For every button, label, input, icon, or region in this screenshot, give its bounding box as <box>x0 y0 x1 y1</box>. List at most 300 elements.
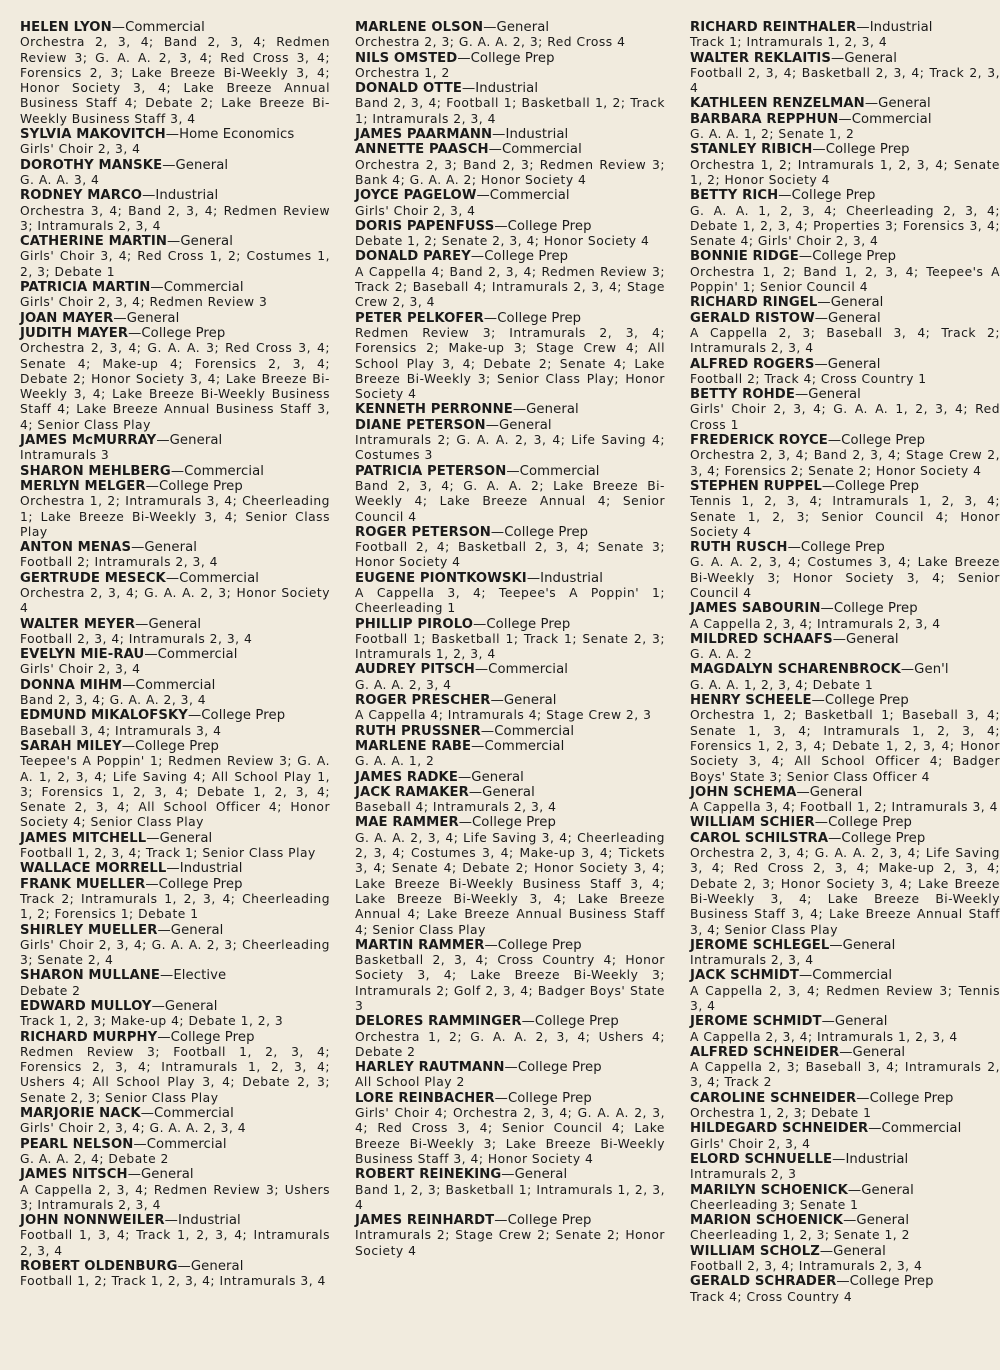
em-dash: — <box>821 1014 835 1030</box>
course-of-study: General <box>503 693 557 709</box>
course-of-study: General <box>159 830 213 846</box>
em-dash: — <box>187 708 202 724</box>
student-name: BARBARA REPPHUN <box>690 111 839 127</box>
course-of-study: College Prep <box>141 325 226 341</box>
course-of-study: Gen'l <box>914 662 949 678</box>
senior-entry <box>355 938 665 1014</box>
entry-heading <box>20 433 330 448</box>
course-of-study: Commercial <box>154 1106 234 1122</box>
student-name: ALFRED SCHNEIDER <box>690 1044 840 1060</box>
student-name: RICHARD RINGEL <box>690 295 818 311</box>
activities-list: Orchestra 2, 3, 4; G. A. A. 2, 3, 4; Life Saving 3, 4; Red Cross 2, 3, 4; Make-up 2, 3, 4; Debate 2, 3; Honor Society 3, 4; Lake Breeze Bi-Weekly 3, 4; Lake Breeze Bi-Weekly Business Staff 3, 4; Lake Breeze Annual Staff 3, 4; Senior Class Play <box>690 846 1000 937</box>
student-name: JEROME SCHMIDT <box>690 1014 822 1030</box>
activities-list: Orchestra 2, 3, 4; G. A. A. 2, 3; Honor Society 4 <box>20 585 330 616</box>
senior-entry <box>355 1167 665 1213</box>
senior-entry <box>690 1244 1000 1275</box>
em-dash: — <box>798 249 813 265</box>
course-of-study: Industrial <box>540 570 603 586</box>
activities-list: G. A. A. 1, 2; Senate 1, 2 <box>690 127 855 142</box>
entry-heading <box>690 112 1000 127</box>
course-of-study: College Prep <box>800 540 885 556</box>
senior-entry <box>690 51 1000 97</box>
student-name: BETTY RICH <box>690 188 779 204</box>
activities-list: Redmen Review 3; Intramurals 2, 3, 4; Forensics 2; Make-up 3; Stage Crew 4; All School Play 3, 4; Debate 2; Senate 4; Lake Breeze Bi-Weekly 3; Senior Class Play; Honor Society 4 <box>355 325 665 402</box>
senior-entry <box>20 280 330 311</box>
entry-heading <box>20 647 330 662</box>
senior-entry <box>690 295 1000 310</box>
em-dash: — <box>526 570 541 586</box>
em-dash: — <box>177 1259 191 1275</box>
course-of-study: College Prep <box>849 1274 934 1290</box>
entry-heading <box>690 142 1000 157</box>
entry-heading <box>355 938 665 953</box>
student-name: FREDERICK ROYCE <box>690 433 828 449</box>
activities-list: Football 2; Track 4; Cross Country 1 <box>690 371 927 386</box>
entry-heading <box>355 402 665 417</box>
em-dash: — <box>839 1044 853 1060</box>
entry-heading <box>690 662 1000 677</box>
activities-list: Girls' Choir 2, 3, 4 <box>20 662 141 677</box>
course-of-study: Commercial <box>184 463 265 479</box>
entry-heading <box>690 311 1000 326</box>
em-dash: — <box>145 876 159 892</box>
course-of-study: College Prep <box>825 142 910 158</box>
senior-entry <box>690 387 1000 433</box>
em-dash: — <box>131 540 145 556</box>
student-name: JAMES SABOURIN <box>690 601 821 617</box>
entry-heading <box>355 739 665 754</box>
senior-entry <box>355 188 665 219</box>
student-name: JACK RAMAKER <box>355 784 469 800</box>
em-dash: — <box>827 433 842 449</box>
em-dash: — <box>817 295 831 311</box>
course-of-study: Elective <box>173 968 227 984</box>
entry-heading <box>20 999 330 1014</box>
student-name: FRANK MUELLER <box>20 876 146 892</box>
entry-heading <box>20 20 330 35</box>
em-dash: — <box>471 738 485 754</box>
student-name: GERALD RISTOW <box>690 310 815 326</box>
em-dash: — <box>492 127 506 143</box>
senior-entry <box>20 1106 330 1137</box>
senior-entry <box>20 968 330 999</box>
student-name: WALTER MEYER <box>20 616 136 632</box>
em-dash: — <box>819 1243 834 1259</box>
course-of-study: College Prep <box>812 249 897 265</box>
course-of-study: College Prep <box>824 693 909 709</box>
activities-list: G. A. A. 2, 4; Debate 2 <box>20 1151 169 1166</box>
course-of-study: General <box>852 1044 906 1060</box>
entry-heading <box>690 249 1000 264</box>
student-name: ROBERT OLDENBURG <box>20 1259 178 1275</box>
entry-heading <box>690 479 1000 494</box>
activities-list: Track 4; Cross Country 4 <box>690 1289 853 1304</box>
activities-list: Band 2, 3, 4; G. A. A. 2; Lake Breeze Bi-Weekly 4; Lake Breeze Annual 4; Senior Council 4 <box>355 478 665 524</box>
entry-heading <box>690 540 1000 555</box>
activities-list: Football 2, 3, 4; Intramurals 2, 3, 4 <box>690 1259 923 1274</box>
activities-list: Football 1, 2, 3, 4; Track 1; Senior Class Play <box>20 846 316 861</box>
course-of-study: General <box>526 402 579 418</box>
course-of-study: Industrial <box>179 861 243 877</box>
activities-list: Orchestra 2, 3, 4; Band 2, 3, 4; Stage Crew 2, 3, 4; Forensics 2; Senate 2; Honor Society 4 <box>690 448 1000 478</box>
course-of-study: General <box>861 1182 914 1198</box>
activities-list: Girls' Choir 2, 3, 4 <box>355 203 476 218</box>
senior-entry <box>20 1137 330 1168</box>
em-dash: — <box>831 50 845 66</box>
em-dash: — <box>133 1136 147 1152</box>
senior-entry <box>355 418 665 464</box>
senior-entry <box>690 540 1000 601</box>
entry-heading <box>355 418 665 433</box>
course-of-study: Industrial <box>155 188 219 204</box>
entry-heading <box>355 188 665 203</box>
course-of-study: College Prep <box>497 310 582 326</box>
senior-entry <box>20 433 330 464</box>
entry-heading <box>690 357 1000 372</box>
activities-list: Debate 1, 2; Senate 2, 3, 4; Honor Society 4 <box>355 234 650 249</box>
senior-entry <box>20 158 330 189</box>
course-of-study: College Prep <box>791 188 876 204</box>
course-of-study: General <box>482 784 535 800</box>
student-name: JOAN MAYER <box>20 310 114 326</box>
entry-heading <box>20 1213 330 1228</box>
course-of-study: College Prep <box>170 1029 255 1045</box>
senior-entry <box>355 1091 665 1167</box>
em-dash: — <box>490 693 504 709</box>
student-name: ELORD SCHNUELLE <box>690 1151 833 1167</box>
senior-entry <box>690 815 1000 830</box>
entry-heading <box>690 632 1000 647</box>
activities-list: G. A. A. 2 <box>690 647 753 662</box>
activities-list: Baseball 4; Intramurals 2, 3, 4 <box>355 800 557 815</box>
student-name: PATRICIA PETERSON <box>355 463 507 479</box>
activities-list: Football 2, 3, 4; Basketball 2, 3, 4; Track 2, 3, 4 <box>690 65 1000 96</box>
student-name: WALLACE MORRELL <box>20 861 167 877</box>
course-of-study: Commercial <box>484 738 565 754</box>
activities-list: Baseball 3, 4; Intramurals 3, 4 <box>20 723 222 738</box>
senior-entry <box>355 739 665 770</box>
entry-heading <box>690 815 1000 830</box>
student-name: JAMES MITCHELL <box>20 830 147 846</box>
course-of-study: Commercial <box>494 723 575 739</box>
activities-list: Debate 2 <box>20 983 81 998</box>
senior-entry <box>690 1045 1000 1091</box>
course-of-study: Commercial <box>501 142 582 158</box>
student-name: DORIS PAPENFUSS <box>355 218 495 234</box>
entry-heading <box>355 20 665 35</box>
entry-heading <box>20 1259 330 1274</box>
course-of-study: College Prep <box>158 478 243 494</box>
activities-list: Orchestra 1, 2; Intramurals 1, 2, 3, 4; Senate 1, 2; Honor Society 4 <box>690 157 1000 187</box>
entry-heading <box>20 1030 330 1045</box>
senior-entry <box>690 357 1000 388</box>
entry-heading <box>690 96 1000 111</box>
activities-list: Football 2; Intramurals 2, 3, 4 <box>20 555 218 570</box>
course-of-study: General <box>496 20 550 35</box>
entry-heading <box>690 1183 1000 1198</box>
activities-list: G. A. A. 1, 2 <box>355 754 435 769</box>
student-name: PATRICIA MARTIN <box>20 280 151 296</box>
entry-heading <box>20 708 330 723</box>
activities-list: Track 1, 2, 3; Make-up 4; Debate 1, 2, 3 <box>20 1014 284 1029</box>
student-name: RUTH PRUSSNER <box>355 723 481 739</box>
activities-list: Cheerleading 1, 2, 3; Senate 1, 2 <box>690 1228 910 1243</box>
senior-entry <box>20 234 330 280</box>
activities-list: Cheerleading 3; Senate 1 <box>690 1197 859 1212</box>
entry-heading <box>690 1045 1000 1060</box>
activities-list: G. A. A. 2, 3, 4; Life Saving 3, 4; Cheerleading 2, 3, 4; Costumes 3, 4; Make-up 3, 4; Tickets 3, 4; Senate 4; Debate 2; Honor Society 3, 4; Lake Breeze Bi-Weekly Business Staff 3, 4; Lake Breeze Bi-Weekly 3, 4; Lake Breeze Annual 4; Lake Breeze Annual Business Staff 4; Senior Class Play <box>355 830 665 937</box>
course-of-study: Home Economics <box>179 127 295 143</box>
activities-list: Redmen Review 3; Football 1, 2, 3, 4; Forensics 2, 3, 4; Intramurals 1, 2, 3, 4; Ushers 4; All School Play 3, 4; Debate 2, 3; Senate 2, 3; Senior Class Play <box>20 1044 330 1105</box>
course-of-study: General <box>190 1259 244 1275</box>
course-of-study: College Prep <box>841 830 926 846</box>
senior-entry <box>690 601 1000 632</box>
student-name: JAMES NITSCH <box>20 1167 128 1183</box>
em-dash: — <box>490 524 505 540</box>
student-name: CAROL SCHILSTRA <box>690 830 829 846</box>
senior-entry <box>355 1060 665 1091</box>
em-dash: — <box>504 1060 518 1076</box>
em-dash: — <box>480 723 495 739</box>
student-name: LORE REINBACHER <box>355 1090 495 1106</box>
entry-heading <box>355 662 665 677</box>
senior-entry <box>20 326 330 433</box>
em-dash: — <box>811 693 825 709</box>
em-dash: — <box>494 1090 508 1106</box>
activities-list: Orchestra 2, 3, 4; Band 2, 3, 4; Redmen Review 3; G. A. A. 2, 3, 4; Red Cross 3, 4; Forensics 2, 3; Lake Breeze Bi-Weekly 3, 4; Honor Society 3, 4; Lake Breeze Annual Business Staff 4; Debate 2; Lake Breeze Bi-Weekly Business Staff 3, 4 <box>20 35 330 126</box>
activities-list: Intramurals 2, 3 <box>690 1167 797 1182</box>
em-dash: — <box>457 769 472 785</box>
entry-heading <box>690 1274 1000 1289</box>
em-dash: — <box>162 157 176 173</box>
student-name: BETTY ROHDE <box>690 387 795 403</box>
entry-heading <box>20 280 330 295</box>
course-of-study: General <box>164 999 218 1014</box>
student-name: JEROME SCHLEGEL <box>690 937 830 953</box>
activities-list: Orchestra 1, 2, 3; Debate 1 <box>690 1106 872 1121</box>
student-name: JOYCE PAGELOW <box>355 188 477 204</box>
student-name: MERLYN MELGER <box>20 478 146 494</box>
activities-list: A Cappella 2, 3, 4; Intramurals 1, 2, 3, 4 <box>690 1029 958 1044</box>
em-dash: — <box>484 937 498 953</box>
em-dash: — <box>146 830 160 846</box>
em-dash: — <box>128 325 142 341</box>
activities-list: Band 1, 2, 3; Basketball 1; Intramurals 1, 2, 3, 4 <box>355 1182 665 1212</box>
student-name: NILS OMSTED <box>355 50 458 66</box>
entry-heading <box>355 464 665 479</box>
senior-entry <box>355 525 665 571</box>
em-dash: — <box>165 127 180 143</box>
em-dash: — <box>164 1213 178 1229</box>
entry-heading <box>690 188 1000 203</box>
course-of-study: College Prep <box>507 218 592 234</box>
student-name: HILDEGARD SCHNEIDER <box>690 1121 869 1137</box>
course-of-study: General <box>856 1213 910 1229</box>
entry-heading <box>355 1213 665 1228</box>
senior-entry <box>20 571 330 617</box>
column-2 <box>355 20 665 1259</box>
senior-entry <box>690 662 1000 693</box>
em-dash: — <box>832 631 847 647</box>
senior-entry <box>20 647 330 678</box>
student-name: EUGENE PIONTKOWSKI <box>355 570 527 586</box>
student-name: ROGER PRESCHER <box>355 693 491 709</box>
entry-heading <box>20 861 330 876</box>
student-name: DONALD OTTE <box>355 81 462 97</box>
em-dash: — <box>457 50 471 66</box>
course-of-study: General <box>827 356 881 372</box>
activities-list: Girls' Choir 2, 3, 4 <box>20 142 141 157</box>
student-name: SHARON MEHLBERG <box>20 463 171 479</box>
course-of-study: General <box>833 1243 886 1259</box>
student-name: JAMES REINHARDT <box>355 1213 495 1229</box>
course-of-study: General <box>846 631 899 647</box>
em-dash: — <box>799 968 813 984</box>
student-name: JAMES McMURRAY <box>20 433 157 449</box>
senior-entry <box>20 540 330 571</box>
entry-heading <box>20 678 330 693</box>
em-dash: — <box>856 1090 870 1106</box>
em-dash: — <box>157 1029 171 1045</box>
course-of-study: College Prep <box>158 876 243 892</box>
course-of-study: General <box>169 433 223 449</box>
student-name: JAMES PAARMANN <box>355 127 493 143</box>
student-name: CATHERINE MARTIN <box>20 234 168 250</box>
course-of-study: College Prep <box>135 738 220 754</box>
activities-list: G. A. A. 2, 3, 4 <box>355 677 452 692</box>
student-name: SHIRLEY MUELLER <box>20 922 158 938</box>
course-of-study: Commercial <box>488 662 569 678</box>
entry-heading <box>355 1167 665 1182</box>
student-name: JUDITH MAYER <box>20 325 129 341</box>
senior-entry <box>690 20 1000 51</box>
course-of-study: Commercial <box>146 1136 227 1152</box>
senior-entry <box>355 402 665 417</box>
em-dash: — <box>485 417 499 433</box>
activities-list: Girls' Choir 2, 3, 4; G. A. A. 2, 3; Cheerleading 3; Senate 2, 4 <box>20 937 330 968</box>
em-dash: — <box>160 968 174 984</box>
activities-list: Girls' Choir 4; Orchestra 2, 3, 4; G. A. A. 2, 3, 4; Red Cross 3, 4; Senior Council 4; Lake Breeze Bi-Weekly 3; Lake Breeze Bi-Weekly Business Staff 3, 4; Honor Society 4 <box>355 1106 665 1166</box>
em-dash: — <box>488 142 502 158</box>
senior-entry <box>690 96 1000 111</box>
entry-heading <box>690 433 1000 448</box>
activities-list: G. A. A. 3, 4 <box>20 172 100 187</box>
student-name: PETER PELKOFER <box>355 310 484 326</box>
em-dash: — <box>847 1182 862 1198</box>
em-dash: — <box>140 1106 154 1122</box>
senior-entry <box>20 311 330 326</box>
entry-heading <box>20 1167 330 1182</box>
student-name: GERTRUDE MESECK <box>20 570 166 586</box>
course-of-study: General <box>175 157 229 173</box>
activities-list: Orchestra 1, 2; Intramurals 3, 4; Cheerleading 1; Lake Breeze Bi-Weekly 3, 4; Senior Class Play <box>20 494 330 539</box>
em-dash: — <box>868 1121 882 1137</box>
senior-entry <box>690 632 1000 663</box>
entry-heading <box>20 234 330 249</box>
em-dash: — <box>814 310 829 326</box>
em-dash: — <box>900 662 915 678</box>
em-dash: — <box>838 111 852 127</box>
activities-list: Band 2, 3, 4; G. A. A. 2, 3, 4 <box>20 693 207 708</box>
entry-heading <box>690 20 1000 35</box>
student-name: MARJORIE NACK <box>20 1106 141 1122</box>
em-dash: — <box>151 999 165 1014</box>
entry-heading <box>20 188 330 203</box>
em-dash: — <box>145 478 159 494</box>
course-of-study: College Prep <box>534 1014 619 1030</box>
activities-list: Intramurals 3 <box>20 448 110 463</box>
em-dash: — <box>483 20 497 35</box>
activities-list: Girls' Choir 2, 3, 4; Redmen Review 3 <box>20 295 268 310</box>
student-name: ANNETTE PAASCH <box>355 142 489 158</box>
course-of-study: General <box>844 50 897 66</box>
student-name: RICHARD REINTHALER <box>690 20 857 35</box>
em-dash: — <box>820 601 834 617</box>
course-of-study: College Prep <box>507 1213 592 1229</box>
activities-list: Girls' Choir 2, 3, 4; G. A. A. 1, 2, 3, 4; Red Cross 1 <box>690 402 1000 432</box>
activities-list: Football 2, 4; Basketball 2, 3, 4; Senate 3; Honor Society 4 <box>355 540 665 570</box>
student-name: MARTIN RAMMER <box>355 937 485 953</box>
activities-list: Orchestra 2, 3; G. A. A. 2, 3; Red Cross 4 <box>355 35 626 50</box>
student-name: EDMUND MIKALOFSKY <box>20 708 188 724</box>
course-of-study: College Prep <box>504 524 589 540</box>
student-name: MARION SCHOENICK <box>690 1213 844 1229</box>
student-name: PHILLIP PIROLO <box>355 616 474 632</box>
em-dash: — <box>157 922 171 938</box>
senior-entry <box>355 815 665 937</box>
student-name: JAMES RADKE <box>355 769 458 785</box>
em-dash: — <box>836 1274 850 1290</box>
course-of-study: Commercial <box>157 647 238 663</box>
activities-list: G. A. A. 1, 2, 3, 4; Cheerleading 2, 3, 4; Debate 1, 2, 3, 4; Properties 3; Forensics 3, 4; Senate 4; Girls' Choir 2, 3, 4 <box>690 203 1000 249</box>
student-name: DOROTHY MANSKE <box>20 157 163 173</box>
senior-entry <box>690 479 1000 540</box>
entry-heading <box>20 968 330 983</box>
activities-list: A Cappella 2, 3; Baseball 3, 4; Intramurals 2, 3, 4; Track 2 <box>690 1060 1000 1090</box>
em-dash: — <box>829 937 843 953</box>
student-name: WILLIAM SCHIER <box>690 815 815 831</box>
em-dash: — <box>814 815 829 831</box>
course-of-study: Commercial <box>851 111 932 127</box>
entry-heading <box>355 770 665 785</box>
entry-heading <box>355 525 665 540</box>
entry-heading <box>690 1091 1000 1106</box>
entry-heading <box>355 724 665 739</box>
senior-entry <box>20 127 330 158</box>
entry-heading <box>690 51 1000 66</box>
senior-entry <box>355 571 665 617</box>
activities-list: Girls' Choir 3, 4; Red Cross 1, 2; Costumes 1, 2, 3; Debate 1 <box>20 249 330 279</box>
senior-entry <box>355 142 665 188</box>
course-of-study: College Prep <box>517 1060 602 1076</box>
entry-heading <box>690 1152 1000 1167</box>
activities-list: Girls' Choir 2, 3, 4 <box>690 1136 811 1151</box>
entry-heading <box>20 571 330 586</box>
student-name: MARLENE RABE <box>355 738 472 754</box>
em-dash: — <box>832 1151 846 1167</box>
senior-entry <box>355 81 665 127</box>
activities-list: Girls' Choir 2, 3, 4; G. A. A. 2, 3, 4 <box>20 1121 247 1136</box>
activities-list: A Cappella 2, 3, 4; Redmen Review 3; Ushers 3; Intramurals 2, 3, 4 <box>20 1182 330 1212</box>
em-dash: — <box>167 234 181 250</box>
student-name: EDWARD MULLOY <box>20 999 152 1014</box>
course-of-study: College Prep <box>484 249 569 265</box>
course-of-study: General <box>834 1014 888 1030</box>
student-name: AUDREY PITSCH <box>355 662 475 678</box>
entry-heading <box>355 617 665 632</box>
activities-list: Orchestra 2, 3, 4; G. A. A. 3; Red Cross 3, 4; Senate 4; Make-up 4; Forensics 2, 3, 4; Debate 2; Honor Society 3, 4; Lake Breeze Bi-Weekly 3, 4; Lake Breeze Bi-Weekly Business Staff 4; Lake Breeze Annual Business Staff 3, 4; Senior Class Play <box>20 341 330 432</box>
em-dash: — <box>156 433 170 449</box>
